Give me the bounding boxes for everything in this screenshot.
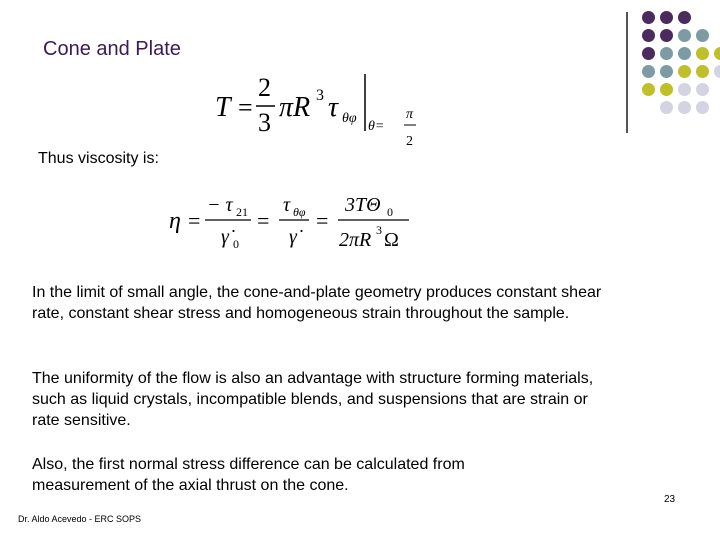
torque-eval-two: 2 — [406, 134, 413, 149]
visc-num2: τ — [283, 194, 291, 216]
slide-title: Cone and Plate — [43, 38, 181, 60]
visc-den1-sub: 0 — [233, 237, 239, 251]
torque-exp: 3 — [316, 87, 324, 104]
decorative-dot — [660, 65, 673, 78]
decorative-dot — [660, 29, 673, 42]
visc-den2: γ̇ — [289, 226, 297, 248]
visc-den3: 2πR — [339, 229, 372, 251]
visc-num1: − τ — [207, 194, 233, 216]
visc-den3-tail: Ω — [384, 229, 399, 251]
decorative-dot — [696, 47, 709, 60]
decorative-dot — [696, 29, 709, 42]
decorative-dot — [696, 101, 709, 114]
decorative-dot — [642, 83, 655, 96]
decorative-dot — [696, 65, 709, 78]
torque-eval-cond: θ= — [368, 119, 385, 134]
torque-equals: = — [238, 93, 253, 122]
decorative-dot — [678, 29, 691, 42]
torque-frac-den: 3 — [258, 108, 271, 137]
visc-num1-sub: 21 — [236, 205, 248, 219]
torque-pi-r: πR — [279, 92, 311, 123]
torque-tau-sub: θφ — [342, 111, 357, 126]
visc-num3-sub: 0 — [387, 205, 393, 219]
viscosity-equation — [165, 188, 425, 258]
page-number: 23 — [664, 494, 676, 505]
torque-frac-num: 2 — [258, 73, 271, 102]
decorative-dot — [696, 83, 709, 96]
visc-eq3: = — [316, 208, 329, 233]
decorative-dot — [642, 47, 655, 60]
decorative-dot — [642, 11, 655, 24]
decorative-dot — [642, 29, 655, 42]
divider-line — [626, 12, 628, 133]
footer-author: Dr. Aldo Acevedo - ERC SOPS — [18, 514, 142, 524]
decorative-dot — [660, 101, 673, 114]
visc-eq2: = — [257, 208, 270, 233]
decorative-dot — [714, 47, 720, 60]
torque-equation — [205, 66, 425, 154]
decorative-dot — [660, 11, 673, 24]
decorative-dot — [642, 65, 655, 78]
visc-den3-exp: 3 — [376, 223, 382, 237]
decorative-dot — [678, 47, 691, 60]
decorative-dot — [660, 47, 673, 60]
torque-eval-pi: π — [406, 107, 414, 122]
paragraph-geometry: In the limit of small angle, the cone-and-plate geometry produces constant shear rate, constant shear stress and homogeneous strain throughout the sample. — [32, 284, 602, 322]
visc-eta: η — [169, 208, 181, 234]
visc-num2-sub: θφ — [293, 205, 306, 219]
decorative-dot — [678, 65, 691, 78]
visc-den1: γ̇ — [221, 226, 229, 248]
decorative-dot — [714, 65, 720, 78]
torque-tau: τ — [328, 92, 339, 123]
viscosity-label: Thus viscosity is: — [38, 150, 159, 167]
decorative-dot — [660, 83, 673, 96]
decorative-dot — [678, 101, 691, 114]
paragraph-uniformity: The uniformity of the flow is also an advantage with structure forming materials, such as liquid crystals, incompatible blends, and suspensions that are strain or rate sensitive. — [32, 370, 594, 429]
paragraph-normal-stress: Also, the first normal stress difference can be calculated from measurement of the axial thrust on the cone. — [32, 456, 465, 494]
decorative-dot — [678, 11, 691, 24]
torque-lhs: T — [215, 92, 231, 123]
visc-eq1: = — [188, 208, 201, 233]
visc-num3: 3TΘ — [345, 194, 381, 216]
decorative-dot — [678, 83, 691, 96]
